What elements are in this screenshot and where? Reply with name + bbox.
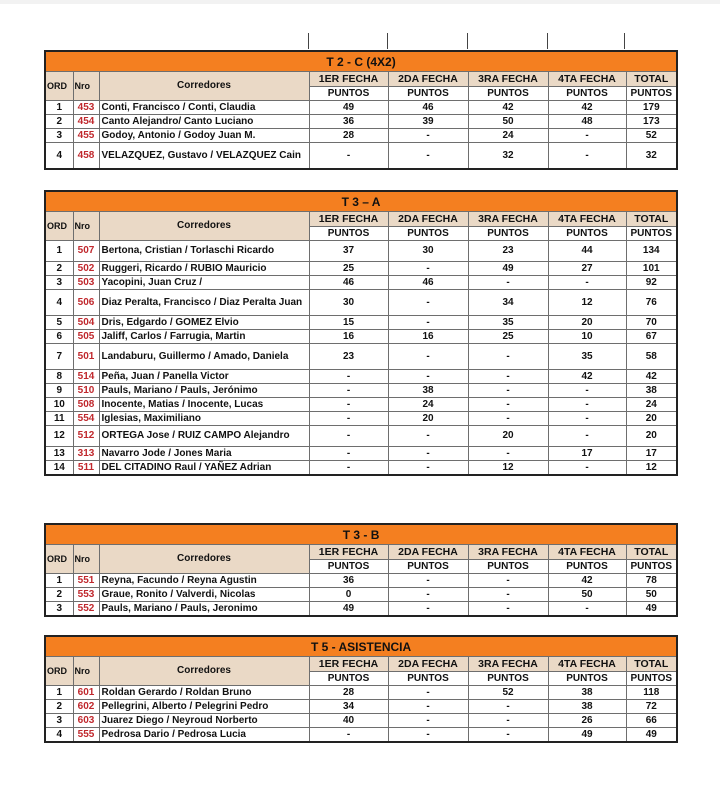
row-nro: 504 [73,316,99,330]
row-corredores: Bertona, Cristian / Torlaschi Ricardo [99,241,309,262]
row-corredores: ORTEGA Jose / RUIZ CAMPO Alejandro [99,426,309,447]
table-row [45,115,677,129]
header-puntos: PUNTOS [309,672,388,686]
row-fecha-2: 38 [388,384,468,398]
row-fecha-4: 49 [548,728,626,743]
row-fecha-2: - [388,714,468,728]
table-row [45,262,677,276]
row-fecha-2: - [388,728,468,743]
row-fecha-2: 39 [388,115,468,129]
header-puntos: PUNTOS [548,87,626,101]
row-ord: 5 [45,316,73,330]
row-fecha-3: - [468,574,548,588]
table-row [45,700,677,714]
row-fecha-4: - [548,398,626,412]
table-row [45,447,677,461]
row-fecha-3: - [468,728,548,743]
row-total: 78 [626,574,677,588]
row-fecha-1: - [309,370,388,384]
header-ord: ORD [45,657,73,686]
row-nro: 503 [73,276,99,290]
header-corredores: Corredores [99,657,309,686]
row-corredores: Godoy, Antonio / Godoy Juan M. [99,129,309,143]
standings-table [44,50,678,170]
header-fecha-4: 4TA FECHA [548,545,626,560]
row-ord: 1 [45,686,73,700]
header-fecha-3: 3RA FECHA [468,657,548,672]
row-corredores: Canto Alejandro/ Canto Luciano [99,115,309,129]
row-fecha-1: - [309,398,388,412]
row-nro: 555 [73,728,99,743]
header-puntos: PUNTOS [388,227,468,241]
row-total: 58 [626,344,677,370]
header-ord: ORD [45,212,73,241]
row-total: 12 [626,461,677,476]
row-fecha-3: 35 [468,316,548,330]
row-fecha-4: - [548,461,626,476]
row-fecha-1: 16 [309,330,388,344]
row-nro: 554 [73,412,99,426]
header-puntos: PUNTOS [626,560,677,574]
row-fecha-2: - [388,262,468,276]
row-total: 134 [626,241,677,262]
table-row [45,316,677,330]
row-fecha-1: - [309,426,388,447]
header-nro: Nro [73,657,99,686]
header-fecha-2: 2DA FECHA [388,212,468,227]
row-fecha-4: - [548,384,626,398]
row-ord: 1 [45,241,73,262]
row-fecha-3: - [468,276,548,290]
row-total: 17 [626,447,677,461]
row-total: 49 [626,728,677,743]
header-corredores: Corredores [99,212,309,241]
table-row [45,370,677,384]
row-corredores: Reyna, Facundo / Reyna Agustin [99,574,309,588]
row-ord: 3 [45,602,73,617]
standings-table [44,635,678,743]
row-total: 49 [626,602,677,617]
row-fecha-4: 38 [548,686,626,700]
row-ord: 9 [45,384,73,398]
row-nro: 453 [73,101,99,115]
row-fecha-2: - [388,316,468,330]
row-corredores: Graue, Ronito / Valverdi, Nicolas [99,588,309,602]
row-nro: 454 [73,115,99,129]
row-fecha-3: - [468,700,548,714]
row-fecha-3: - [468,370,548,384]
header-puntos: PUNTOS [548,672,626,686]
table-row [45,290,677,316]
row-fecha-2: 20 [388,412,468,426]
header-fecha-3: 3RA FECHA [468,545,548,560]
standings-section [44,190,676,476]
row-fecha-2: - [388,143,468,170]
row-ord: 1 [45,101,73,115]
header-puntos: PUNTOS [468,672,548,686]
row-ord: 3 [45,714,73,728]
row-fecha-3: - [468,588,548,602]
row-nro: 553 [73,588,99,602]
standings-table [44,190,678,476]
row-corredores: Inocente, Matias / Inocente, Lucas [99,398,309,412]
row-fecha-3: - [468,344,548,370]
row-fecha-1: - [309,728,388,743]
row-total: 76 [626,290,677,316]
row-ord: 2 [45,262,73,276]
row-fecha-4: 20 [548,316,626,330]
row-fecha-3: - [468,602,548,617]
row-corredores: Pedrosa Dario / Pedrosa Lucia [99,728,309,743]
row-nro: 502 [73,262,99,276]
table-row [45,574,677,588]
header-puntos: PUNTOS [388,560,468,574]
row-fecha-3: - [468,384,548,398]
row-nro: 511 [73,461,99,476]
header-nro: Nro [73,72,99,101]
row-ord: 6 [45,330,73,344]
row-fecha-1: 37 [309,241,388,262]
header-puntos: PUNTOS [309,227,388,241]
row-fecha-4: - [548,276,626,290]
table-row [45,129,677,143]
row-nro: 602 [73,700,99,714]
row-fecha-1: 49 [309,101,388,115]
row-fecha-3: - [468,398,548,412]
header-puntos: PUNTOS [626,672,677,686]
row-ord: 1 [45,574,73,588]
category-title: T 3 – A [45,191,677,212]
header-puntos: PUNTOS [548,560,626,574]
header-corredores: Corredores [99,72,309,101]
header-puntos: PUNTOS [468,560,548,574]
row-fecha-3: 12 [468,461,548,476]
row-fecha-3: - [468,447,548,461]
row-fecha-4: 42 [548,574,626,588]
row-ord: 8 [45,370,73,384]
row-fecha-3: 50 [468,115,548,129]
header-puntos: PUNTOS [309,87,388,101]
top-column-ticks [44,33,676,49]
header-puntos: PUNTOS [626,87,677,101]
row-fecha-1: 0 [309,588,388,602]
header-puntos: PUNTOS [309,560,388,574]
row-fecha-3: 23 [468,241,548,262]
header-fecha-2: 2DA FECHA [388,657,468,672]
row-fecha-1: 28 [309,129,388,143]
header-corredores: Corredores [99,545,309,574]
table-row [45,426,677,447]
row-total: 50 [626,588,677,602]
header-total: TOTAL [626,72,677,87]
row-fecha-3: 20 [468,426,548,447]
header-puntos: PUNTOS [388,672,468,686]
row-fecha-4: 10 [548,330,626,344]
row-nro: 552 [73,602,99,617]
row-fecha-4: - [548,129,626,143]
row-corredores: VELAZQUEZ, Gustavo / VELAZQUEZ Cain [99,143,309,170]
header-ord: ORD [45,72,73,101]
row-nro: 507 [73,241,99,262]
row-total: 66 [626,714,677,728]
header-fecha-4: 4TA FECHA [548,657,626,672]
header-puntos: PUNTOS [468,227,548,241]
row-ord: 13 [45,447,73,461]
row-fecha-2: - [388,461,468,476]
table-row [45,398,677,412]
row-total: 20 [626,426,677,447]
table-row [45,276,677,290]
row-fecha-3: 52 [468,686,548,700]
row-total: 42 [626,370,677,384]
table-row [45,602,677,617]
header-fecha-2: 2DA FECHA [388,545,468,560]
row-ord: 2 [45,115,73,129]
row-total: 38 [626,384,677,398]
table-row [45,101,677,115]
header-fecha-2: 2DA FECHA [388,72,468,87]
table-row [45,384,677,398]
row-fecha-2: - [388,370,468,384]
standings-section [44,635,676,743]
row-fecha-3: 24 [468,129,548,143]
row-fecha-4: 42 [548,101,626,115]
row-total: 72 [626,700,677,714]
row-fecha-3: 42 [468,101,548,115]
row-ord: 4 [45,143,73,170]
row-corredores: Dris, Edgardo / GOMEZ Elvio [99,316,309,330]
row-corredores: Conti, Francisco / Conti, Claudia [99,101,309,115]
row-ord: 10 [45,398,73,412]
table-row [45,344,677,370]
row-fecha-3: - [468,714,548,728]
row-fecha-4: 17 [548,447,626,461]
row-corredores: Pellegrini, Alberto / Pelegrini Pedro [99,700,309,714]
row-fecha-4: - [548,426,626,447]
row-nro: 512 [73,426,99,447]
row-fecha-1: - [309,461,388,476]
row-corredores: Diaz Peralta, Francisco / Diaz Peralta Juan [99,290,309,316]
row-fecha-1: 36 [309,574,388,588]
row-fecha-4: 27 [548,262,626,276]
row-fecha-4: 50 [548,588,626,602]
row-fecha-1: 23 [309,344,388,370]
row-ord: 3 [45,129,73,143]
header-fecha-1: 1ER FECHA [309,212,388,227]
row-total: 20 [626,412,677,426]
row-corredores: Juarez Diego / Neyroud Norberto [99,714,309,728]
row-fecha-2: - [388,344,468,370]
row-fecha-4: 38 [548,700,626,714]
table-row [45,728,677,743]
row-nro: 506 [73,290,99,316]
row-fecha-3: 34 [468,290,548,316]
category-title: T 5 - ASISTENCIA [45,636,677,657]
category-title: T 3 - B [45,524,677,545]
row-total: 92 [626,276,677,290]
row-corredores: Pauls, Mariano / Pauls, Jerónimo [99,384,309,398]
row-corredores: Landaburu, Guillermo / Amado, Daniela [99,344,309,370]
header-nro: Nro [73,545,99,574]
row-ord: 4 [45,728,73,743]
header-total: TOTAL [626,212,677,227]
header-nro: Nro [73,212,99,241]
row-fecha-3: 49 [468,262,548,276]
row-fecha-1: 49 [309,602,388,617]
row-fecha-4: 35 [548,344,626,370]
row-total: 67 [626,330,677,344]
row-corredores: Pauls, Mariano / Pauls, Jeronimo [99,602,309,617]
row-fecha-2: - [388,129,468,143]
header-puntos: PUNTOS [548,227,626,241]
row-corredores: Iglesias, Maximiliano [99,412,309,426]
row-fecha-3: 25 [468,330,548,344]
row-nro: 551 [73,574,99,588]
header-fecha-3: 3RA FECHA [468,212,548,227]
header-fecha-4: 4TA FECHA [548,212,626,227]
row-total: 179 [626,101,677,115]
row-fecha-2: - [388,588,468,602]
row-fecha-2: 16 [388,330,468,344]
row-corredores: Jaliff, Carlos / Farrugia, Martin [99,330,309,344]
row-fecha-3: - [468,412,548,426]
row-fecha-4: - [548,412,626,426]
header-ord: ORD [45,545,73,574]
header-total: TOTAL [626,545,677,560]
row-fecha-1: - [309,384,388,398]
row-fecha-4: - [548,602,626,617]
table-row [45,330,677,344]
row-ord: 7 [45,344,73,370]
row-fecha-2: - [388,574,468,588]
row-corredores: Roldan Gerardo / Roldan Bruno [99,686,309,700]
row-nro: 458 [73,143,99,170]
header-fecha-1: 1ER FECHA [309,72,388,87]
row-ord: 14 [45,461,73,476]
category-title: T 2 - C (4X2) [45,51,677,72]
row-fecha-2: 46 [388,101,468,115]
header-fecha-1: 1ER FECHA [309,657,388,672]
row-fecha-2: 30 [388,241,468,262]
row-nro: 505 [73,330,99,344]
row-fecha-2: - [388,426,468,447]
row-nro: 508 [73,398,99,412]
table-row [45,143,677,170]
header-total: TOTAL [626,657,677,672]
row-fecha-2: 24 [388,398,468,412]
row-fecha-4: 44 [548,241,626,262]
row-fecha-3: 32 [468,143,548,170]
row-fecha-4: 26 [548,714,626,728]
table-row [45,241,677,262]
row-total: 52 [626,129,677,143]
row-fecha-2: - [388,290,468,316]
standings-section [44,50,676,170]
top-stripe [0,0,720,4]
row-corredores: Yacopini, Juan Cruz / [99,276,309,290]
header-fecha-1: 1ER FECHA [309,545,388,560]
row-total: 32 [626,143,677,170]
table-row [45,461,677,476]
row-nro: 455 [73,129,99,143]
row-total: 173 [626,115,677,129]
row-ord: 12 [45,426,73,447]
row-fecha-1: 36 [309,115,388,129]
row-fecha-2: - [388,700,468,714]
row-corredores: Navarro Jode / Jones Maria [99,447,309,461]
table-row [45,714,677,728]
row-corredores: Peña, Juan / Panella Victor [99,370,309,384]
row-fecha-1: 15 [309,316,388,330]
row-fecha-2: - [388,602,468,617]
row-fecha-1: 46 [309,276,388,290]
row-ord: 11 [45,412,73,426]
table-row [45,412,677,426]
row-fecha-4: 42 [548,370,626,384]
table-row [45,686,677,700]
row-total: 101 [626,262,677,276]
row-fecha-1: - [309,447,388,461]
standings-section [44,523,676,617]
row-nro: 501 [73,344,99,370]
row-fecha-2: - [388,686,468,700]
row-fecha-1: 34 [309,700,388,714]
row-total: 70 [626,316,677,330]
row-nro: 601 [73,686,99,700]
row-fecha-1: - [309,143,388,170]
row-nro: 510 [73,384,99,398]
row-nro: 603 [73,714,99,728]
header-puntos: PUNTOS [626,227,677,241]
row-total: 24 [626,398,677,412]
row-corredores: Ruggeri, Ricardo / RUBIO Mauricio [99,262,309,276]
header-puntos: PUNTOS [468,87,548,101]
row-fecha-1: 25 [309,262,388,276]
table-row [45,588,677,602]
header-fecha-4: 4TA FECHA [548,72,626,87]
row-ord: 2 [45,700,73,714]
row-fecha-4: 12 [548,290,626,316]
row-nro: 313 [73,447,99,461]
row-corredores: DEL CITADINO Raul / YAÑEZ Adrian [99,461,309,476]
row-fecha-1: 28 [309,686,388,700]
row-fecha-2: - [388,447,468,461]
standings-table [44,523,678,617]
row-fecha-4: 48 [548,115,626,129]
row-fecha-4: - [548,143,626,170]
row-fecha-1: 40 [309,714,388,728]
row-fecha-1: 30 [309,290,388,316]
row-ord: 2 [45,588,73,602]
row-total: 118 [626,686,677,700]
row-nro: 514 [73,370,99,384]
row-ord: 4 [45,290,73,316]
row-ord: 3 [45,276,73,290]
header-puntos: PUNTOS [388,87,468,101]
row-fecha-2: 46 [388,276,468,290]
row-fecha-1: - [309,412,388,426]
header-fecha-3: 3RA FECHA [468,72,548,87]
